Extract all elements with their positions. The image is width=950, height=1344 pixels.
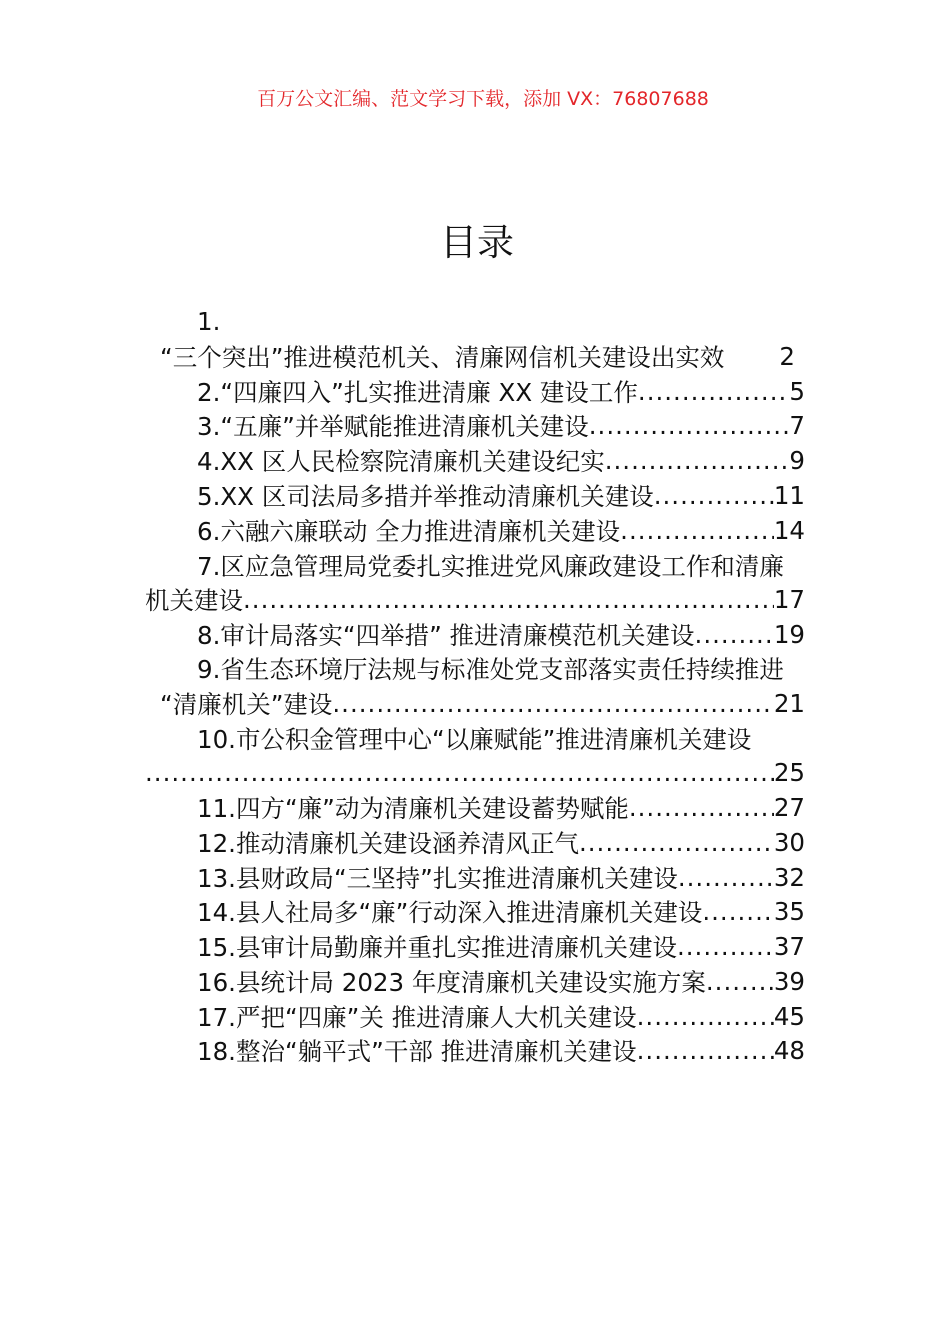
toc-entry[interactable] [145, 408, 805, 443]
toc-entry-page: 11 [773, 481, 805, 510]
toc-entry-7-line-1[interactable] [145, 548, 805, 583]
toc-entry-page: 2 [779, 342, 795, 371]
toc-entry[interactable] [145, 929, 805, 964]
toc-entry-page: 17 [773, 585, 805, 614]
watermark-banner: 百万公文汇编、范文学习下载，添加 VX：76807688 [257, 88, 709, 110]
toc-entry-page: 32 [773, 863, 805, 892]
dot-leader [629, 793, 774, 822]
toc-entry-title: 3.“五廉”并举赋能推进清廉机关建设 [197, 412, 589, 441]
toc-entry-title: 5.XX 区司法局多措并举推动清廉机关建设 [197, 482, 654, 511]
dot-leader [706, 967, 774, 996]
toc-entry-title: 9.省生态环境厅法规与标准处党支部落实责任持续推进 [197, 655, 784, 684]
dot-leader [638, 377, 790, 406]
dot-leader [677, 932, 774, 961]
toc-entry-title: 12.推动清廉机关建设涵养清风正气 [197, 829, 579, 858]
toc-entry[interactable] [145, 617, 805, 652]
toc-entry-page: 7 [789, 411, 805, 440]
dot-leader [605, 446, 790, 475]
toc-entry-title: 16.县统计局 2023 年度清廉机关建设实施方案 [197, 968, 706, 997]
dot-leader [589, 411, 790, 440]
toc-entry-title: 4.XX 区人民检察院清廉机关建设纪实 [197, 447, 605, 476]
toc-entry[interactable] [145, 999, 805, 1034]
toc-entry[interactable] [145, 374, 805, 409]
toc-entry[interactable] [145, 1033, 805, 1068]
toc-entry[interactable] [145, 443, 805, 478]
toc-entry-number: 1. [197, 307, 221, 336]
toc-entry-9-line-1[interactable] [145, 651, 805, 686]
dot-leader [695, 620, 774, 649]
toc-entry-1-line-2[interactable] [145, 339, 805, 374]
dot-leader [243, 585, 774, 614]
toc-entry[interactable] [145, 825, 805, 860]
toc-entry-1-line-1[interactable] [145, 304, 805, 339]
toc-entry[interactable] [145, 790, 805, 825]
dot-leader [702, 897, 773, 926]
dot-leader [145, 758, 774, 787]
toc-entry-title: 10.市公积金管理中心“以廉赋能”推进清廉机关建设 [197, 725, 752, 754]
toc-entry-title: 17.严把“四廉”关 推进清廉人大机关建设 [197, 1003, 637, 1032]
dot-leader [637, 1002, 774, 1031]
toc-entry[interactable] [145, 860, 805, 895]
dot-leader [678, 863, 774, 892]
toc-entry-title: 6.六融六廉联动 全力推进清廉机关建设 [197, 517, 621, 546]
toc-entry-title: 7.区应急管理局党委扎实推进党风廉政建设工作和清廉 [197, 552, 784, 581]
toc-entry-page: 48 [773, 1036, 805, 1065]
toc-entry-title: 18.整治“躺平式”干部 推进清廉机关建设 [197, 1037, 637, 1066]
dot-leader [579, 828, 774, 857]
toc-entry-page: 35 [773, 897, 805, 926]
toc-entry-page: 45 [773, 1002, 805, 1031]
toc-entry-7-line-2[interactable] [145, 582, 805, 617]
toc-entry[interactable] [145, 513, 805, 548]
page-title: 目录 [440, 221, 514, 264]
toc-entry-title: 8.审计局落实“四举措” 推进清廉模范机关建设 [197, 621, 695, 650]
toc-entry-page: 30 [773, 828, 805, 857]
dot-leader [654, 481, 774, 510]
toc-entry-10-line-2[interactable] [145, 755, 805, 790]
toc-entry-page: 21 [773, 689, 805, 718]
toc-entry-page: 39 [773, 967, 805, 996]
dot-leader [620, 516, 774, 545]
toc-entry-title: 14.县人社局多“廉”行动深入推进清廉机关建设 [197, 898, 703, 927]
toc-entry-title-continued: “清廉机关”建设 [160, 690, 333, 719]
toc-entry-title: 13.县财政局“三坚持”扎实推进清廉机关建设 [197, 864, 678, 893]
toc-entry-10-line-1[interactable] [145, 721, 805, 756]
toc-entry-page: 5 [789, 377, 805, 406]
toc-entry-title: 15.县审计局勤廉并重扎实推进清廉机关建设 [197, 933, 677, 962]
toc-entry-title: 11.四方“廉”动为清廉机关建设蓄势赋能 [197, 794, 629, 823]
toc-entry-title: “三个突出”推进模范机关、清廉网信机关建设出实效 [160, 343, 725, 372]
toc-entry-page: 9 [789, 446, 805, 475]
toc-entry[interactable] [145, 964, 805, 999]
toc-entry-page: 14 [773, 516, 805, 545]
toc-entry[interactable] [145, 894, 805, 929]
toc-entry-9-line-2[interactable] [145, 686, 805, 721]
toc-entry-page: 25 [773, 758, 805, 787]
toc-entry-title: 2.“四廉四入”扎实推进清廉 XX 建设工作 [197, 378, 638, 407]
dot-leader [637, 1036, 774, 1065]
toc-entry-page: 19 [773, 620, 805, 649]
toc-entry[interactable] [145, 478, 805, 513]
toc-entry-page: 37 [773, 932, 805, 961]
toc-entry-title-continued: 机关建设 [145, 586, 243, 615]
dot-leader [332, 689, 773, 718]
toc-entry-page: 27 [773, 793, 805, 822]
